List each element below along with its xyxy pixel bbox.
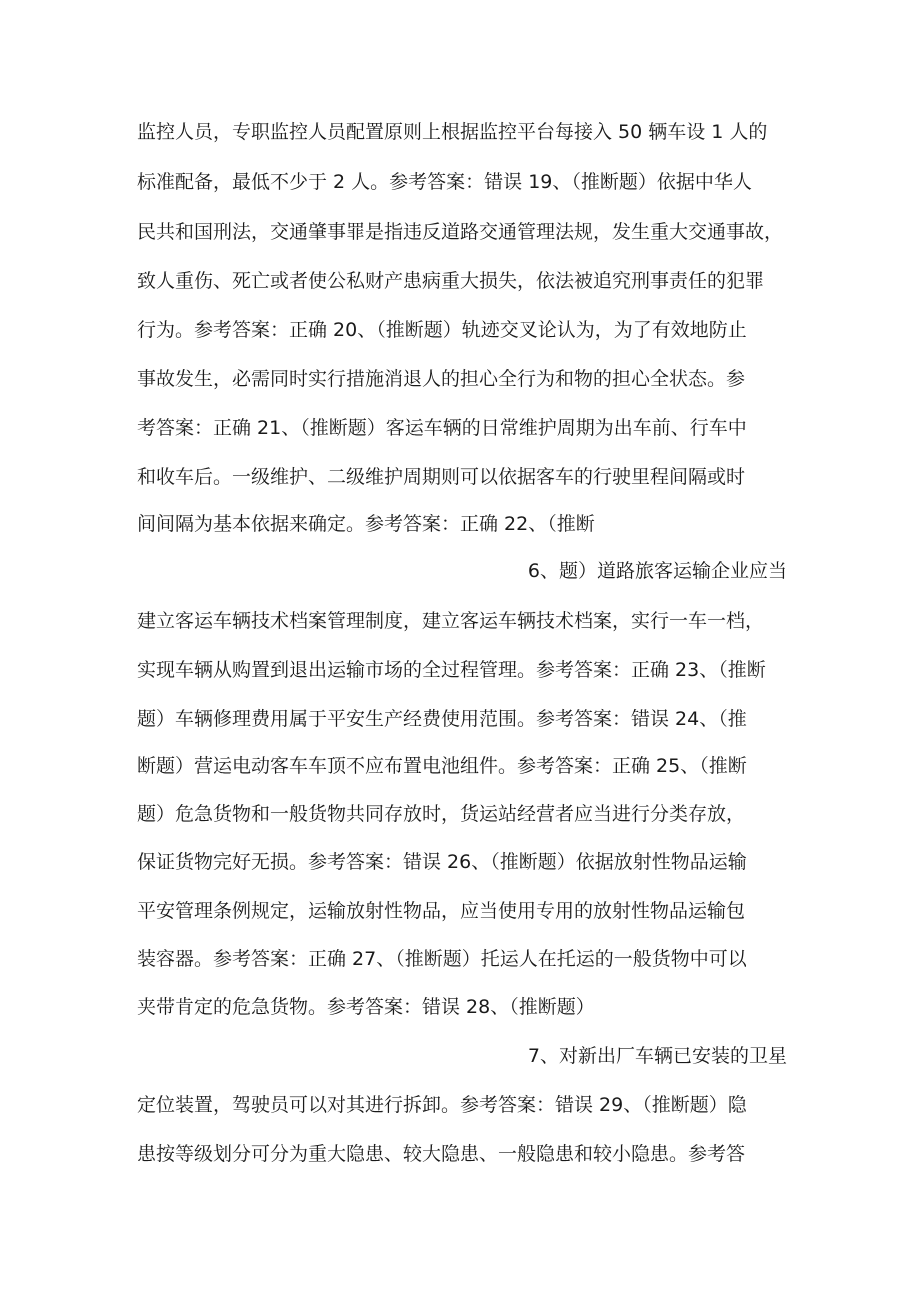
section-heading-line: 6、题）道路旅客运输企业应当 (527, 560, 787, 582)
text-line: 事故发生，必需同时实行措施消退人的担心全行为和物的担心全状态。参 (137, 368, 746, 390)
text-line: 平安管理条例规定，运输放射性物品，应当使用专用的放射性物品运输包 (137, 900, 746, 922)
text-line: 实现车辆从购置到退出运输市场的全过程管理。参考答案：正确 23、（推断 (137, 659, 766, 681)
text-line: 定位装置，驾驶员可以对其进行拆卸。参考答案：错误 29、（推断题）隐 (137, 1094, 747, 1116)
text-line: 标准配备，最低不少于 2 人。参考答案：错误 19、（推断题）依据中华人 (137, 171, 752, 193)
text-line: 保证货物完好无损。参考答案：错误 26、（推断题）依据放射性物品运输 (137, 851, 747, 873)
text-line: 间间隔为基本依据来确定。参考答案：正确 22、（推断 (137, 513, 595, 535)
text-line: 民共和国刑法，交通肇事罪是指违反道路交通管理法规，发生重大交通事故， (137, 221, 784, 243)
section-heading-line: 7、对新出厂车辆已安装的卫星 (527, 1045, 787, 1067)
text-line: 题）车辆修理费用属于平安生产经费使用范围。参考答案：错误 24、（推 (137, 708, 747, 730)
text-line: 和收车后。一级维护、二级维护周期则可以依据客车的行驶里程间隔或时 (137, 466, 746, 488)
text-line: 夹带肯定的危急货物。参考答案：错误 28、（推断题） (137, 996, 595, 1018)
text-line: 题）危急货物和一般货物共同存放时，货运站经营者应当进行分类存放， (137, 803, 746, 825)
text-line: 致人重伤、死亡或者使公私财产患病重大损失，依法被追究刑事责任的犯罪 (137, 270, 765, 292)
text-line: 行为。参考答案：正确 20、（推断题）轨迹交叉论认为，为了有效地防止 (137, 319, 747, 341)
text-line: 建立客运车辆技术档案管理制度，建立客运车辆技术档案，实行一车一档， (137, 610, 765, 632)
text-line: 考答案：正确 21、（推断题）客运车辆的日常维护周期为出车前、行车中 (137, 417, 747, 439)
text-line: 监控人员，专职监控人员配置原则上根据监控平台每接入 50 辆车设 1 人的 (137, 121, 768, 143)
text-line: 断题）营运电动客车车顶不应布置电池组件。参考答案：正确 25、（推断 (137, 755, 747, 777)
text-line: 患按等级划分可分为重大隐患、较大隐患、一般隐患和较小隐患。参考答 (137, 1143, 746, 1165)
text-line: 装容器。参考答案：正确 27、（推断题）托运人在托运的一般货物中可以 (137, 948, 747, 970)
